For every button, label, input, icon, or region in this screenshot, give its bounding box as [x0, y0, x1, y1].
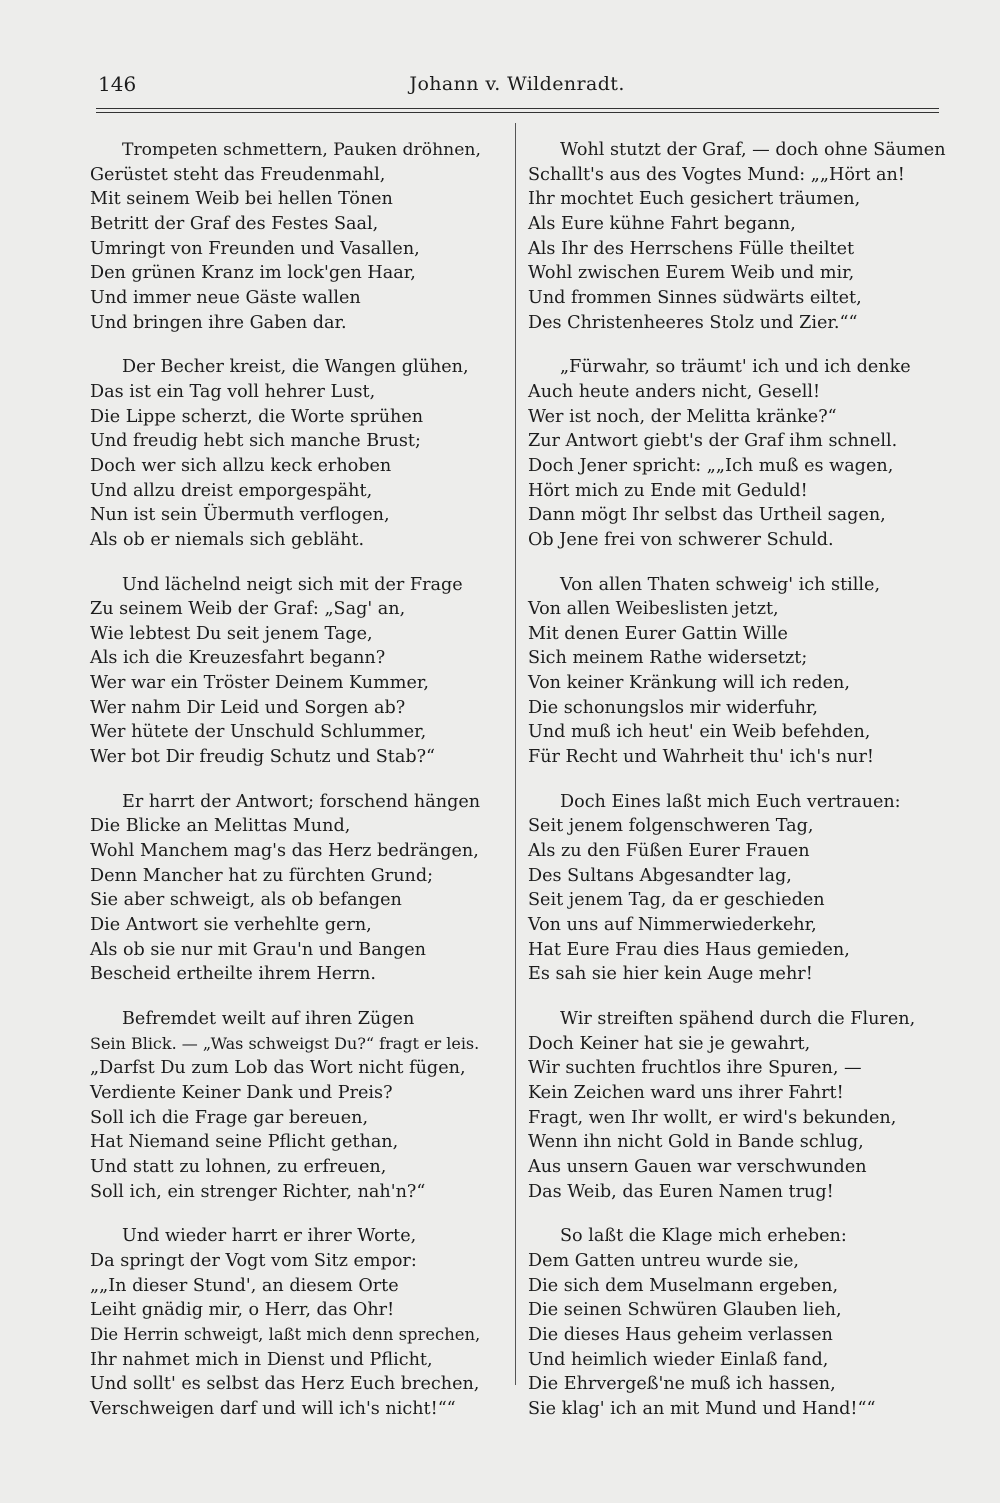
verse-line: Zu seinem Weib der Graf: „Sag' an,	[90, 599, 406, 620]
page-header	[98, 66, 938, 102]
verse-line: Sie klag' ich an mit Mund und Hand!““	[528, 1398, 876, 1419]
verse-line: Ob Jene frei von schwerer Schuld.	[528, 529, 834, 550]
verse-line: Ihr mochtet Euch gesichert träumen,	[528, 189, 861, 210]
verse-line: Aus unsern Gauen war verschwunden	[528, 1156, 867, 1177]
stanza	[528, 1224, 948, 1421]
stanza	[90, 1007, 485, 1204]
verse-line: Wohl Manchem mag's das Herz bedrängen,	[90, 841, 479, 862]
verse-line: Wer war ein Tröster Deinem Kummer,	[90, 673, 429, 694]
verse-line: Als ich die Kreuzesfahrt begann?	[90, 648, 386, 669]
verse-line: Hat Eure Frau dies Haus gemieden,	[528, 939, 850, 960]
verse-line: Wohl zwischen Eurem Weib und mir,	[528, 263, 855, 284]
verse-line: Und muß ich heut' ein Weib befehden,	[528, 722, 871, 743]
stanza	[528, 573, 948, 770]
verse-line: Leiht gnädig mir, o Herr, das Ohr!	[90, 1300, 395, 1321]
verse-line: Sie aber schweigt, als ob befangen	[90, 890, 402, 911]
verse-line: Er harrt der Antwort; forschend hängen	[122, 791, 481, 812]
verse-line: Da springt der Vogt vom Sitz empor:	[90, 1250, 417, 1271]
verse-line: Das Weib, das Euren Namen trug!	[528, 1181, 834, 1202]
verse-line: Kein Zeichen ward uns ihrer Fahrt!	[528, 1082, 844, 1103]
column-divider	[515, 123, 516, 1385]
verse-line: Zur Antwort giebt's der Graf ihm schnell.	[528, 431, 898, 452]
verse-line: Soll ich, ein strenger Richter, nah'n?“	[90, 1181, 426, 1202]
verse-line: Die sich dem Muselmann ergeben,	[528, 1275, 839, 1296]
poem-column-left	[90, 138, 485, 1442]
verse-line: Und wieder harrt er ihrer Worte,	[122, 1226, 417, 1247]
verse-line: Doch Eines laßt mich Euch vertrauen:	[560, 791, 901, 812]
verse-line: Verdiente Keiner Dank und Preis?	[90, 1082, 393, 1103]
verse-line: Trompeten schmettern, Pauken dröhnen,	[122, 140, 481, 160]
verse-line: Nun ist sein Übermuth verflogen,	[90, 505, 390, 526]
verse-line: Von uns auf Nimmerwiederkehr,	[528, 915, 817, 936]
verse-line: Des Sultans Abgesandter lag,	[528, 865, 792, 886]
verse-line: „Fürwahr, so träumt' ich und ich denke	[560, 357, 911, 378]
verse-line: Und lächelnd neigt sich mit der Frage	[122, 574, 463, 595]
verse-line: Hört mich zu Ende mit Geduld!	[528, 480, 808, 501]
verse-line: Bescheid ertheilte ihrem Herrn.	[90, 964, 376, 985]
verse-line: Betritt der Graf des Festes Saal,	[90, 213, 379, 234]
verse-line: Und sollt' es selbst das Herz Euch brechen,	[90, 1374, 480, 1395]
running-head: Johann v. Wildenradt.	[409, 73, 625, 95]
verse-line: Wer hütete der Unschuld Schlummer,	[90, 722, 427, 743]
verse-line: Als Ihr des Herrschens Fülle theiltet	[528, 238, 855, 259]
stanza	[90, 1224, 485, 1421]
verse-line: Doch Jener spricht: „„Ich muß es wagen,	[528, 455, 894, 476]
verse-line: Sein Blick. — „Was schweigst Du?“ fragt er leis.	[90, 1033, 480, 1053]
verse-line: Der Becher kreist, die Wangen glühen,	[122, 357, 469, 378]
verse-line: Soll ich die Frage gar bereuen,	[90, 1107, 369, 1128]
verse-line: Umringt von Freunden und Vasallen,	[90, 238, 420, 259]
verse-line: Wer nahm Dir Leid und Sorgen ab?	[90, 697, 406, 718]
verse-line: Als Eure kühne Fahrt begann,	[528, 213, 796, 234]
verse-line: Dem Gatten untreu wurde sie,	[528, 1250, 800, 1271]
header-rule	[96, 108, 939, 113]
verse-line: Die Ehrvergeß'ne muß ich hassen,	[528, 1374, 836, 1395]
verse-line: Den grünen Kranz im lock'gen Haar,	[90, 263, 416, 284]
stanza	[528, 355, 948, 552]
verse-line: Auch heute anders nicht, Gesell!	[528, 381, 821, 402]
verse-line: Als zu den Füßen Eurer Frauen	[528, 841, 810, 862]
verse-line: Wohl stutzt der Graf, — doch ohne Säumen	[560, 140, 946, 160]
verse-line: Die schonungslos mir widerfuhr,	[528, 697, 818, 718]
verse-line: Wir suchten fruchtlos ihre Spuren, —	[528, 1058, 862, 1079]
verse-line: So laßt die Klage mich erheben:	[560, 1226, 847, 1247]
verse-line: Wie lebtest Du seit jenem Tage,	[90, 623, 373, 644]
verse-line: Die seinen Schwüren Glauben lieh,	[528, 1300, 842, 1321]
verse-line: Und frommen Sinnes südwärts eiltet,	[528, 287, 862, 308]
verse-line: Und immer neue Gäste wallen	[90, 287, 361, 308]
page-number: 146	[98, 72, 137, 96]
verse-line: Und bringen ihre Gaben dar.	[90, 312, 347, 333]
verse-line: Es sah sie hier kein Auge mehr!	[528, 964, 813, 985]
verse-line: Doch Keiner hat sie je gewahrt,	[528, 1033, 811, 1054]
verse-line: Wir streiften spähend durch die Fluren,	[560, 1009, 916, 1029]
verse-line: Das ist ein Tag voll hehrer Lust,	[90, 381, 376, 402]
verse-line: Die Herrin schweigt, laßt mich denn sprechen,	[90, 1324, 481, 1344]
verse-line: Sich meinem Rathe widersetzt;	[528, 648, 808, 669]
verse-line: Gerüstet steht das Freudenmahl,	[90, 164, 386, 185]
verse-line: Mit denen Eurer Gattin Wille	[528, 623, 788, 644]
verse-line: Verschweigen darf und will ich's nicht!““	[90, 1398, 456, 1419]
verse-line: Doch wer sich allzu keck erhoben	[90, 455, 392, 476]
verse-line: Befremdet weilt auf ihren Zügen	[122, 1009, 415, 1029]
verse-line: Mit seinem Weib bei hellen Tönen	[90, 189, 393, 210]
verse-line: Und statt zu lohnen, zu erfreuen,	[90, 1156, 387, 1177]
verse-line: Hat Niemand seine Pflicht gethan,	[90, 1132, 399, 1153]
verse-line: Die Blicke an Melittas Mund,	[90, 816, 351, 837]
stanza	[528, 138, 948, 335]
verse-line: Ihr nahmet mich in Dienst und Pflicht,	[90, 1349, 433, 1370]
verse-line: Seit jenem Tag, da er geschieden	[528, 890, 825, 911]
verse-line: Denn Mancher hat zu fürchten Grund;	[90, 865, 434, 886]
verse-line: Von allen Weibeslisten jetzt,	[528, 599, 779, 620]
verse-line: Seit jenem folgenschweren Tag,	[528, 816, 814, 837]
poem-column-right	[528, 138, 948, 1442]
verse-line: „Darfst Du zum Lob das Wort nicht fügen,	[90, 1058, 466, 1079]
stanza	[528, 1007, 948, 1204]
verse-line: Des Christenheeres Stolz und Zier.““	[528, 312, 858, 333]
verse-line: Und freudig hebt sich manche Brust;	[90, 431, 421, 452]
verse-line: Als ob er niemals sich gebläht.	[90, 529, 365, 550]
verse-line: Wer bot Dir freudig Schutz und Stab?“	[90, 747, 436, 768]
verse-line: Die dieses Haus geheim verlassen	[528, 1324, 833, 1345]
verse-line: Schallt's aus des Vogtes Mund: „„Hört an!	[528, 164, 905, 185]
verse-line: Die Antwort sie verhehlte gern,	[90, 915, 372, 936]
verse-line: Dann mögt Ihr selbst das Urtheil sagen,	[528, 505, 886, 526]
stanza	[90, 573, 485, 770]
stanza	[528, 790, 948, 987]
verse-line: „„In dieser Stund', an diesem Orte	[90, 1275, 399, 1296]
verse-line: Von allen Thaten schweig' ich stille,	[560, 574, 881, 595]
stanza	[90, 790, 485, 987]
verse-line: Und allzu dreist emporgespäht,	[90, 480, 373, 501]
verse-line: Fragt, wen Ihr wollt, er wird's bekunden,	[528, 1107, 897, 1128]
stanza	[90, 355, 485, 552]
verse-line: Als ob sie nur mit Grau'n und Bangen	[90, 939, 427, 960]
verse-line: Und heimlich wieder Einlaß fand,	[528, 1349, 829, 1370]
verse-line: Wenn ihn nicht Gold in Bande schlug,	[528, 1132, 864, 1153]
verse-line: Die Lippe scherzt, die Worte sprühen	[90, 406, 424, 427]
verse-line: Wer ist noch, der Melitta kränke?“	[528, 406, 837, 427]
verse-line: Für Recht und Wahrheit thu' ich's nur!	[528, 747, 874, 768]
verse-line: Von keiner Kränkung will ich reden,	[528, 673, 850, 694]
stanza	[90, 138, 485, 335]
